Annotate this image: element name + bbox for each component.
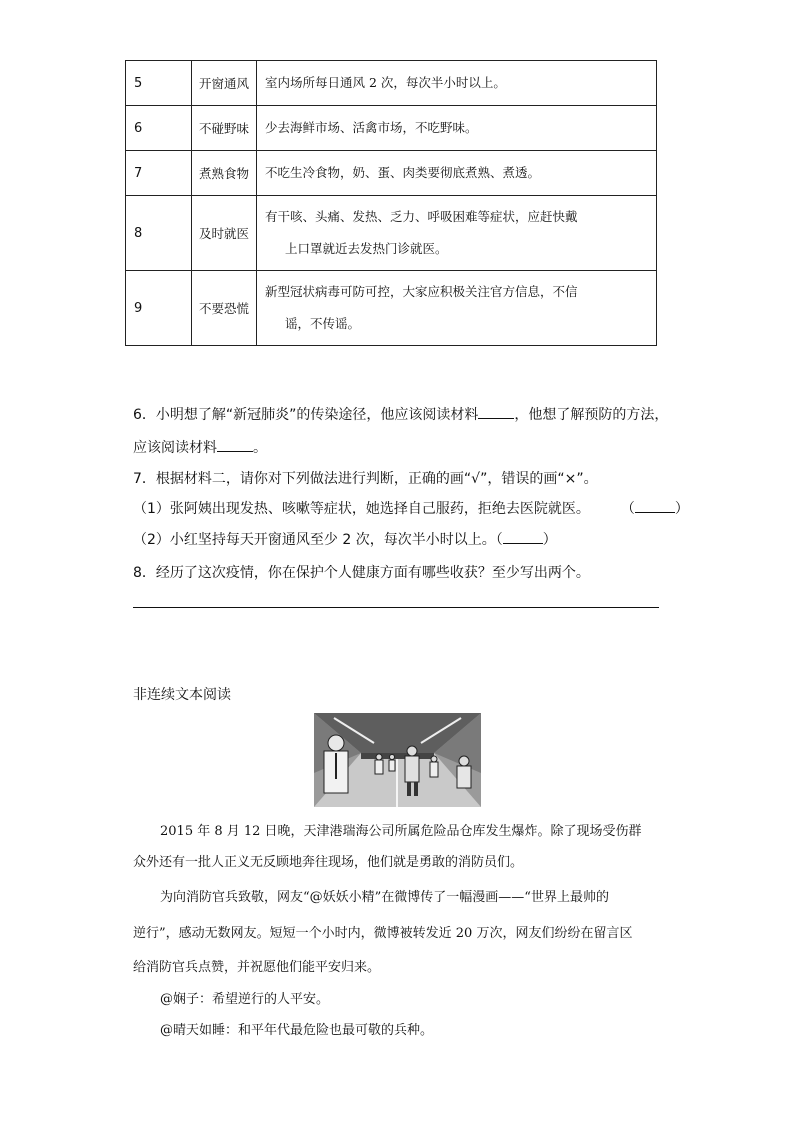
answer-blank[interactable] [503,530,543,544]
row-number: 7 [126,151,192,196]
row-number: 8 [126,196,192,271]
row-number: 5 [126,61,192,106]
answer-line[interactable] [133,607,659,608]
row-description: 不吃生冷食物，奶、蛋、肉类要彻底煮熟、煮透。 [257,151,657,196]
row-title: 煮熟食物 [192,151,257,196]
row-title: 不要恐慌 [192,271,257,346]
answer-blank[interactable] [478,404,514,419]
paragraph-2-line-3: 给消防官兵点赞，并祝愿他们能平安归来。 [133,960,381,975]
table-row [126,151,657,196]
row-description: 室内场所每日通风 2 次，每次半小时以上。 [257,61,657,106]
answer-blank[interactable] [635,499,675,513]
row-description: 新型冠状病毒可防可控，大家应积极关注官方信息，不信 谣，不传谣。 [257,271,657,346]
firefighters-comic-illustration [314,713,481,807]
question-6-line-2: 应该阅读材料 。 [133,437,267,457]
row-number: 6 [126,106,192,151]
row-title: 及时就医 [192,196,257,271]
table-row [126,271,657,346]
paragraph-1-line-2: 众外还有一批人正义无反顾地奔往现场，他们就是勇敢的消防员们。 [133,855,524,870]
question-8: 8．经历了这次疫情，你在保护个人健康方面有哪些收获？至少写出两个。 [133,565,590,581]
question-6-line-1: 6．小明想了解“新冠肺炎”的传染途径，他应该阅读材料 ，他想了解预防的方法， [133,404,668,424]
row-description: 少去海鲜市场、活禽市场，不吃野味。 [257,106,657,151]
table-row [126,106,657,151]
table-row [126,61,657,106]
paragraph-2-line-2: 逆行”，感动无数网友。短短一个小时内，微博被转发近 20 万次，网友们纷纷在留言区 [133,926,633,941]
question-7: 7．根据材料二，请你对下列做法进行判断，正确的画“√”，错误的画“×”。 [133,471,598,487]
answer-blank[interactable] [217,437,253,452]
table-row [126,196,657,271]
section-title: 非连续文本阅读 [133,687,231,703]
row-title: 不碰野味 [192,106,257,151]
prevention-table [125,60,657,346]
comment-2: @晴天如睡：和平年代最危险也最可敬的兵种。 [160,1023,434,1038]
question-7-2: （2）小红坚持每天开窗通风至少 2 次，每次半小时以上。（ ） [133,532,557,548]
row-title: 开窗通风 [192,61,257,106]
comment-1: @娴子：希望逆行的人平安。 [160,992,330,1007]
paragraph-2-line-1: 为向消防官兵致敬，网友“@妖妖小精”在微博传了一幅漫画——“世界上最帅的 [160,890,609,905]
question-7-1: （1）张阿姨出现发热、咳嗽等症状，她选择自己服药，拒绝去医院就医。 （ ） [133,501,689,517]
row-number: 9 [126,271,192,346]
paragraph-1-line-1: 2015 年 8 月 12 日晚，天津港瑞海公司所属危险品仓库发生爆炸。除了现场受伤群 [160,824,642,839]
row-description: 有干咳、头痛、发热、乏力、呼吸困难等症状，应赶快戴 上口罩就近去发热门诊就医。 [257,196,657,271]
